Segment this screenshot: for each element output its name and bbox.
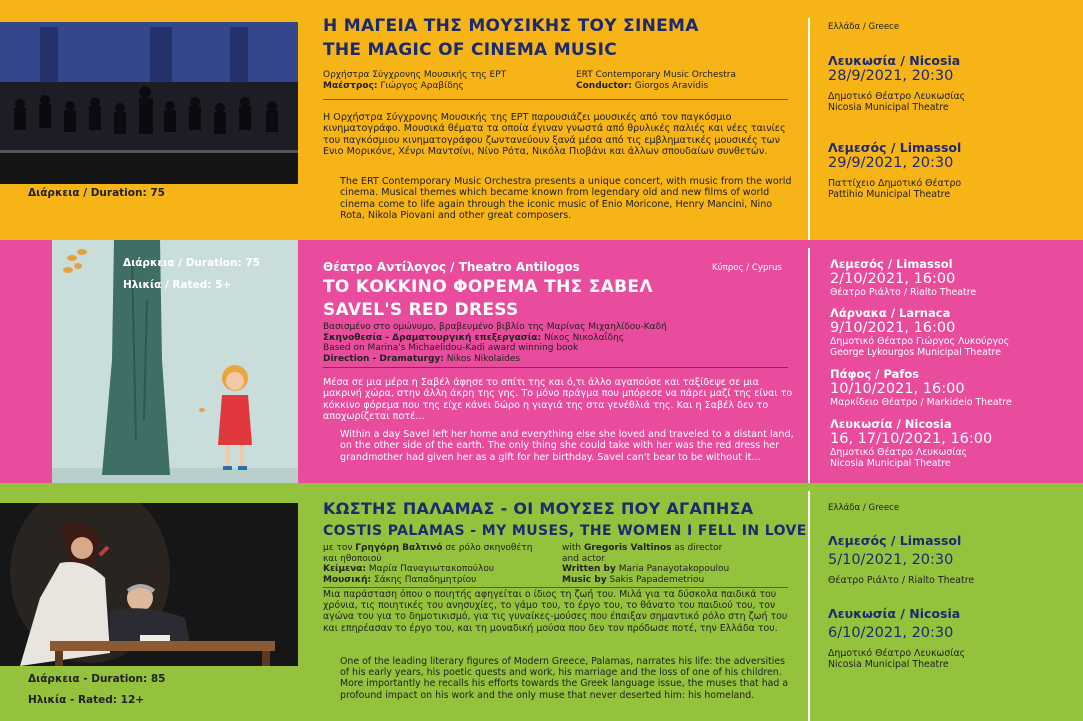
credit-label: Written by <box>562 564 616 574</box>
show-date: 28/9/2021, 20:30 <box>828 68 954 84</box>
credit-line <box>323 354 667 365</box>
column-divider <box>808 491 810 721</box>
show-city: Λεμεσός / Limassol <box>828 533 962 548</box>
title-greek: ΚΩΣΤΗΣ ΠΑΛΑΜΑΣ - ΟΙ ΜΟΥΣΕΣ ΠΟΥ ΑΓΑΠΗΣΑ <box>323 499 754 518</box>
show-venue: Μαρκίδειο Θέατρο / Markideio Theatre <box>830 397 1012 408</box>
country-label: Ελλάδα / Greece <box>828 503 900 513</box>
credit-line: και ηθοποιού <box>323 553 382 564</box>
company-name: Θέατρο Αντίλογος / Theatro Antilogos <box>323 260 580 274</box>
show-venue: George Lykourgos Municipal Theatre <box>830 347 1001 359</box>
show-date: 10/10/2021, 16:00 <box>830 381 965 397</box>
show-date: 5/10/2021, 20:30 <box>828 552 954 568</box>
credits <box>323 322 667 364</box>
show-date: 29/9/2021, 20:30 <box>828 155 954 171</box>
credits-greek <box>323 70 506 91</box>
credit-label: Μουσική: <box>323 574 372 585</box>
credit-line: and actor <box>562 553 605 564</box>
duration-label: Διάρκεια - Duration: 85 <box>28 673 166 685</box>
show-venue: Παττίχειο Δημοτικό Θέατρο <box>828 178 962 189</box>
show-venue: Δημοτικό Θέατρο Λευκωσίας <box>828 91 966 102</box>
show-venue: Δημοτικό Θέατρο Γιώργος Λυκούργος <box>830 336 1010 347</box>
credit-line <box>562 575 729 586</box>
illustration-tree-girl <box>52 240 298 483</box>
column-divider <box>808 18 810 240</box>
event-section-savel-red-dress <box>0 240 1083 483</box>
credit-label: Μαέστρος: <box>323 80 378 91</box>
show-item <box>830 307 1009 358</box>
divider <box>323 587 788 588</box>
credit-label: Music by <box>562 574 607 585</box>
description-english: One of the leading literary figures of Modern Greece, Palamas, narrates his life: the adversities of his early years, his poetic quests and work, his marriage and the loss of one of his children. More importantly he recalls his efforts towards the Greek language issue, the muses that had a profound impact on his work and the only muse that never deserted him: his homeland. <box>340 656 789 701</box>
show-venue: Nicosia Municipal Theatre <box>828 102 949 114</box>
event-section-costis-palamas <box>0 483 1083 721</box>
show-city: Λάρνακα / Larnaca <box>830 306 951 320</box>
column-divider <box>808 248 810 483</box>
title-greek: Η ΜΑΓΕΙΑ ΤΗΣ ΜΟΥΣΙΚΗΣ ΤΟΥ ΣΙΝΕΜΑ <box>323 16 699 36</box>
credit-value: σε ρόλο σκηνοθέτη <box>442 543 533 553</box>
country-label: Ελλάδα / Greece <box>828 22 900 32</box>
duration-label: Διάρκεια / Duration: 75 <box>28 187 165 199</box>
credits-greek <box>323 543 532 585</box>
credit-line <box>562 543 729 554</box>
credit-label: Gregoris Valtinos <box>583 543 672 553</box>
credit-line <box>323 575 532 586</box>
show-date: 2/10/2021, 16:00 <box>830 271 956 287</box>
credit-prefix: with <box>562 543 584 553</box>
credit-line <box>323 333 667 344</box>
rated-label: Ηλικία / Rated: 5+ <box>123 279 232 291</box>
show-date: 6/10/2021, 20:30 <box>828 625 954 641</box>
credit-value: Nikos Nikolaides <box>443 353 521 364</box>
credit-value: Giorgos Aravidis <box>631 80 709 91</box>
credit-value: Σάκης Παπαδημητρίου <box>371 574 477 585</box>
credit-line <box>323 543 532 554</box>
title-greek: ΤΟ ΚΟΚΚΙΝΟ ΦΟΡΕΜΑ ΤΗΣ ΣΑΒΕΛ <box>323 277 653 297</box>
show-city: Πάφος / Pafos <box>830 367 920 381</box>
show-item <box>830 258 976 298</box>
country-label: Κύπρος / Cyprus <box>712 263 782 273</box>
show-item <box>828 53 965 113</box>
rated-label: Ηλικία - Rated: 12+ <box>28 694 145 706</box>
credit-prefix: με τον <box>323 543 356 553</box>
show-city: Λεμεσός / Limassol <box>828 140 962 155</box>
show-city: Λευκωσία / Nicosia <box>828 606 961 621</box>
credits-english <box>562 543 729 585</box>
show-venue: Pattihio Municipal Theatre <box>828 189 951 201</box>
description-english: Within a day Savel left her home and everything else she loved and traveled to a distant land, on the other side of the earth. The only thing she could take with her was the red dress her grandmother had given her as a gift for her birthday. Savel can't bear to be without it... <box>340 429 794 463</box>
credit-value: Μαρία Παναγιωτακοπούλου <box>366 564 495 574</box>
credit-label: Κείμενα: <box>323 564 367 574</box>
credits-english <box>576 70 736 91</box>
credit-line: ERT Contemporary Music Orchestra <box>576 70 736 80</box>
credit-value: Νίκος Νικολαΐδης <box>541 332 625 343</box>
credit-line <box>562 564 729 575</box>
show-city: Λευκωσία / Nicosia <box>830 417 952 431</box>
show-venue: Δημοτικό Θέατρο Λευκωσίας <box>830 447 968 458</box>
credit-value: Γιώργος Αραβίδης <box>377 80 464 91</box>
credit-value: Sakis Papademetriou <box>606 574 705 585</box>
credit-label: Σκηνοθεσία - Δραματουργική επεξεργασία: <box>323 332 542 343</box>
divider <box>323 99 788 100</box>
orchestra-photo <box>0 22 298 184</box>
event-section-cinema-music <box>0 0 1083 240</box>
divider <box>323 367 788 368</box>
credit-label: Conductor: <box>576 80 632 91</box>
credit-line: Ορχήστρα Σύγχρονης Μουσικής της ΕΡΤ <box>323 70 507 80</box>
description-english: The ERT Contemporary Music Orchestra presents a unique concert, with music from the world cinema. Musical themes which became known from legendary old and new films of world cinema come to life again through the iconic music of Enio Moricone, Henry Mancini, Nino Rota, Nikola Piovani and other great composers. <box>340 176 792 222</box>
credit-line <box>576 81 736 92</box>
show-venue: Θέατρο Ριάλτο / Rialto Theatre <box>830 287 977 298</box>
credit-label: Γρηγόρη Βαλτινό <box>355 543 443 553</box>
show-venue: Δημοτικό Θέατρο Λευκωσίας <box>828 648 966 659</box>
title-english: COSTIS PALAMAS - MY MUSES, THE WOMEN I FELL IN LOVE <box>323 523 807 539</box>
credit-value: Maria Panayotakopoulou <box>615 564 730 574</box>
stage-photo <box>0 503 298 666</box>
credit-line <box>323 81 506 92</box>
show-city: Λεμεσός / Limassol <box>830 257 953 271</box>
title-english: THE MAGIC OF CINEMA MUSIC <box>323 40 617 60</box>
show-date: 16, 17/10/2021, 16:00 <box>830 431 993 447</box>
show-item <box>828 606 965 670</box>
title-english: SAVEL'S RED DRESS <box>323 300 519 320</box>
credit-line: Based on Marina's Michaelidou-Kadi award winning book <box>323 343 579 353</box>
description-greek: Μέσα σε μια μέρα η Σαβέλ άφησε το σπίτι της και ό,τι άλλο αγαπούσε και ταξίδεψε σε μια μακρινή χώρα, στην άλλη άκρη της γης. Το μόνο πράγμα που μπόρεσε να πάρει μαζί της είναι το κόκκινο φόρεμα που της είχε κάνει δώρο η γιαγιά της στα γενέθλιά της. Και η Σαβέλ δεν το αποχωρίζεται ποτέ... <box>323 377 793 423</box>
show-city: Λευκωσία / Nicosia <box>828 53 961 68</box>
show-date: 9/10/2021, 16:00 <box>830 320 956 336</box>
credit-label: Direction - Dramaturgy: <box>323 353 444 364</box>
show-venue: Nicosia Municipal Theatre <box>828 659 949 671</box>
credit-line: Βασισμένο στο ομώνυμο, βραβευμένο βιβλίο της Μαρίνας Μιχαηλίδου-Καδή <box>323 322 667 332</box>
show-venue: Nicosia Municipal Theatre <box>830 458 951 470</box>
credit-line <box>323 564 532 575</box>
duration-label: Διάρκεια / Duration: 75 <box>123 257 260 269</box>
credit-value: as director <box>671 543 723 553</box>
show-item <box>828 140 961 200</box>
show-item <box>830 418 992 469</box>
show-item <box>830 368 1012 408</box>
show-venue: Θέατρο Ριάλτο / Rialto Theatre <box>828 575 975 586</box>
show-item <box>828 533 974 586</box>
description-greek: Η Ορχήστρα Σύγχρονης Μουσικής της ΕΡΤ παρουσιάζει μουσικές από τον παγκόσμιο κινηματογράφο. Μουσικά θέματα τα οποία έγιναν γνωστά από θρυλικές παλιές και νέες ταινίες του παγκόσμιου κινηματογράφου ζωντανεύουν ξανά μέσα από τις εμβληματικές μουσικές των Ενιο Μορικόνε, Χένρι Μαντσίνι, Νίνο Ρότα, Νικόλα Πιοβάνι και άλλων σπουδαίων συνθετών. <box>323 112 786 158</box>
description-greek: Μια παράσταση όπου ο ποιητής αφηγείται ο ίδιος τη ζωή του. Μιλά για τα δύσκολα παιδικά του χρόνια, τις ποιητικές του ανησυχίες, το γάμο του, το έργο του, το θάνατο του παιδιού του, τον αγώνα του για το δημοτικισμό, για τις γυναίκες-μούσες που έπαιξαν σημαντικό ρόλο στη ζωή του και επηρέασαν το έργο του, και τη μοναδική μούσα που δεν τον πρόδωσε ποτέ, την Ελλάδα του. <box>323 589 788 634</box>
